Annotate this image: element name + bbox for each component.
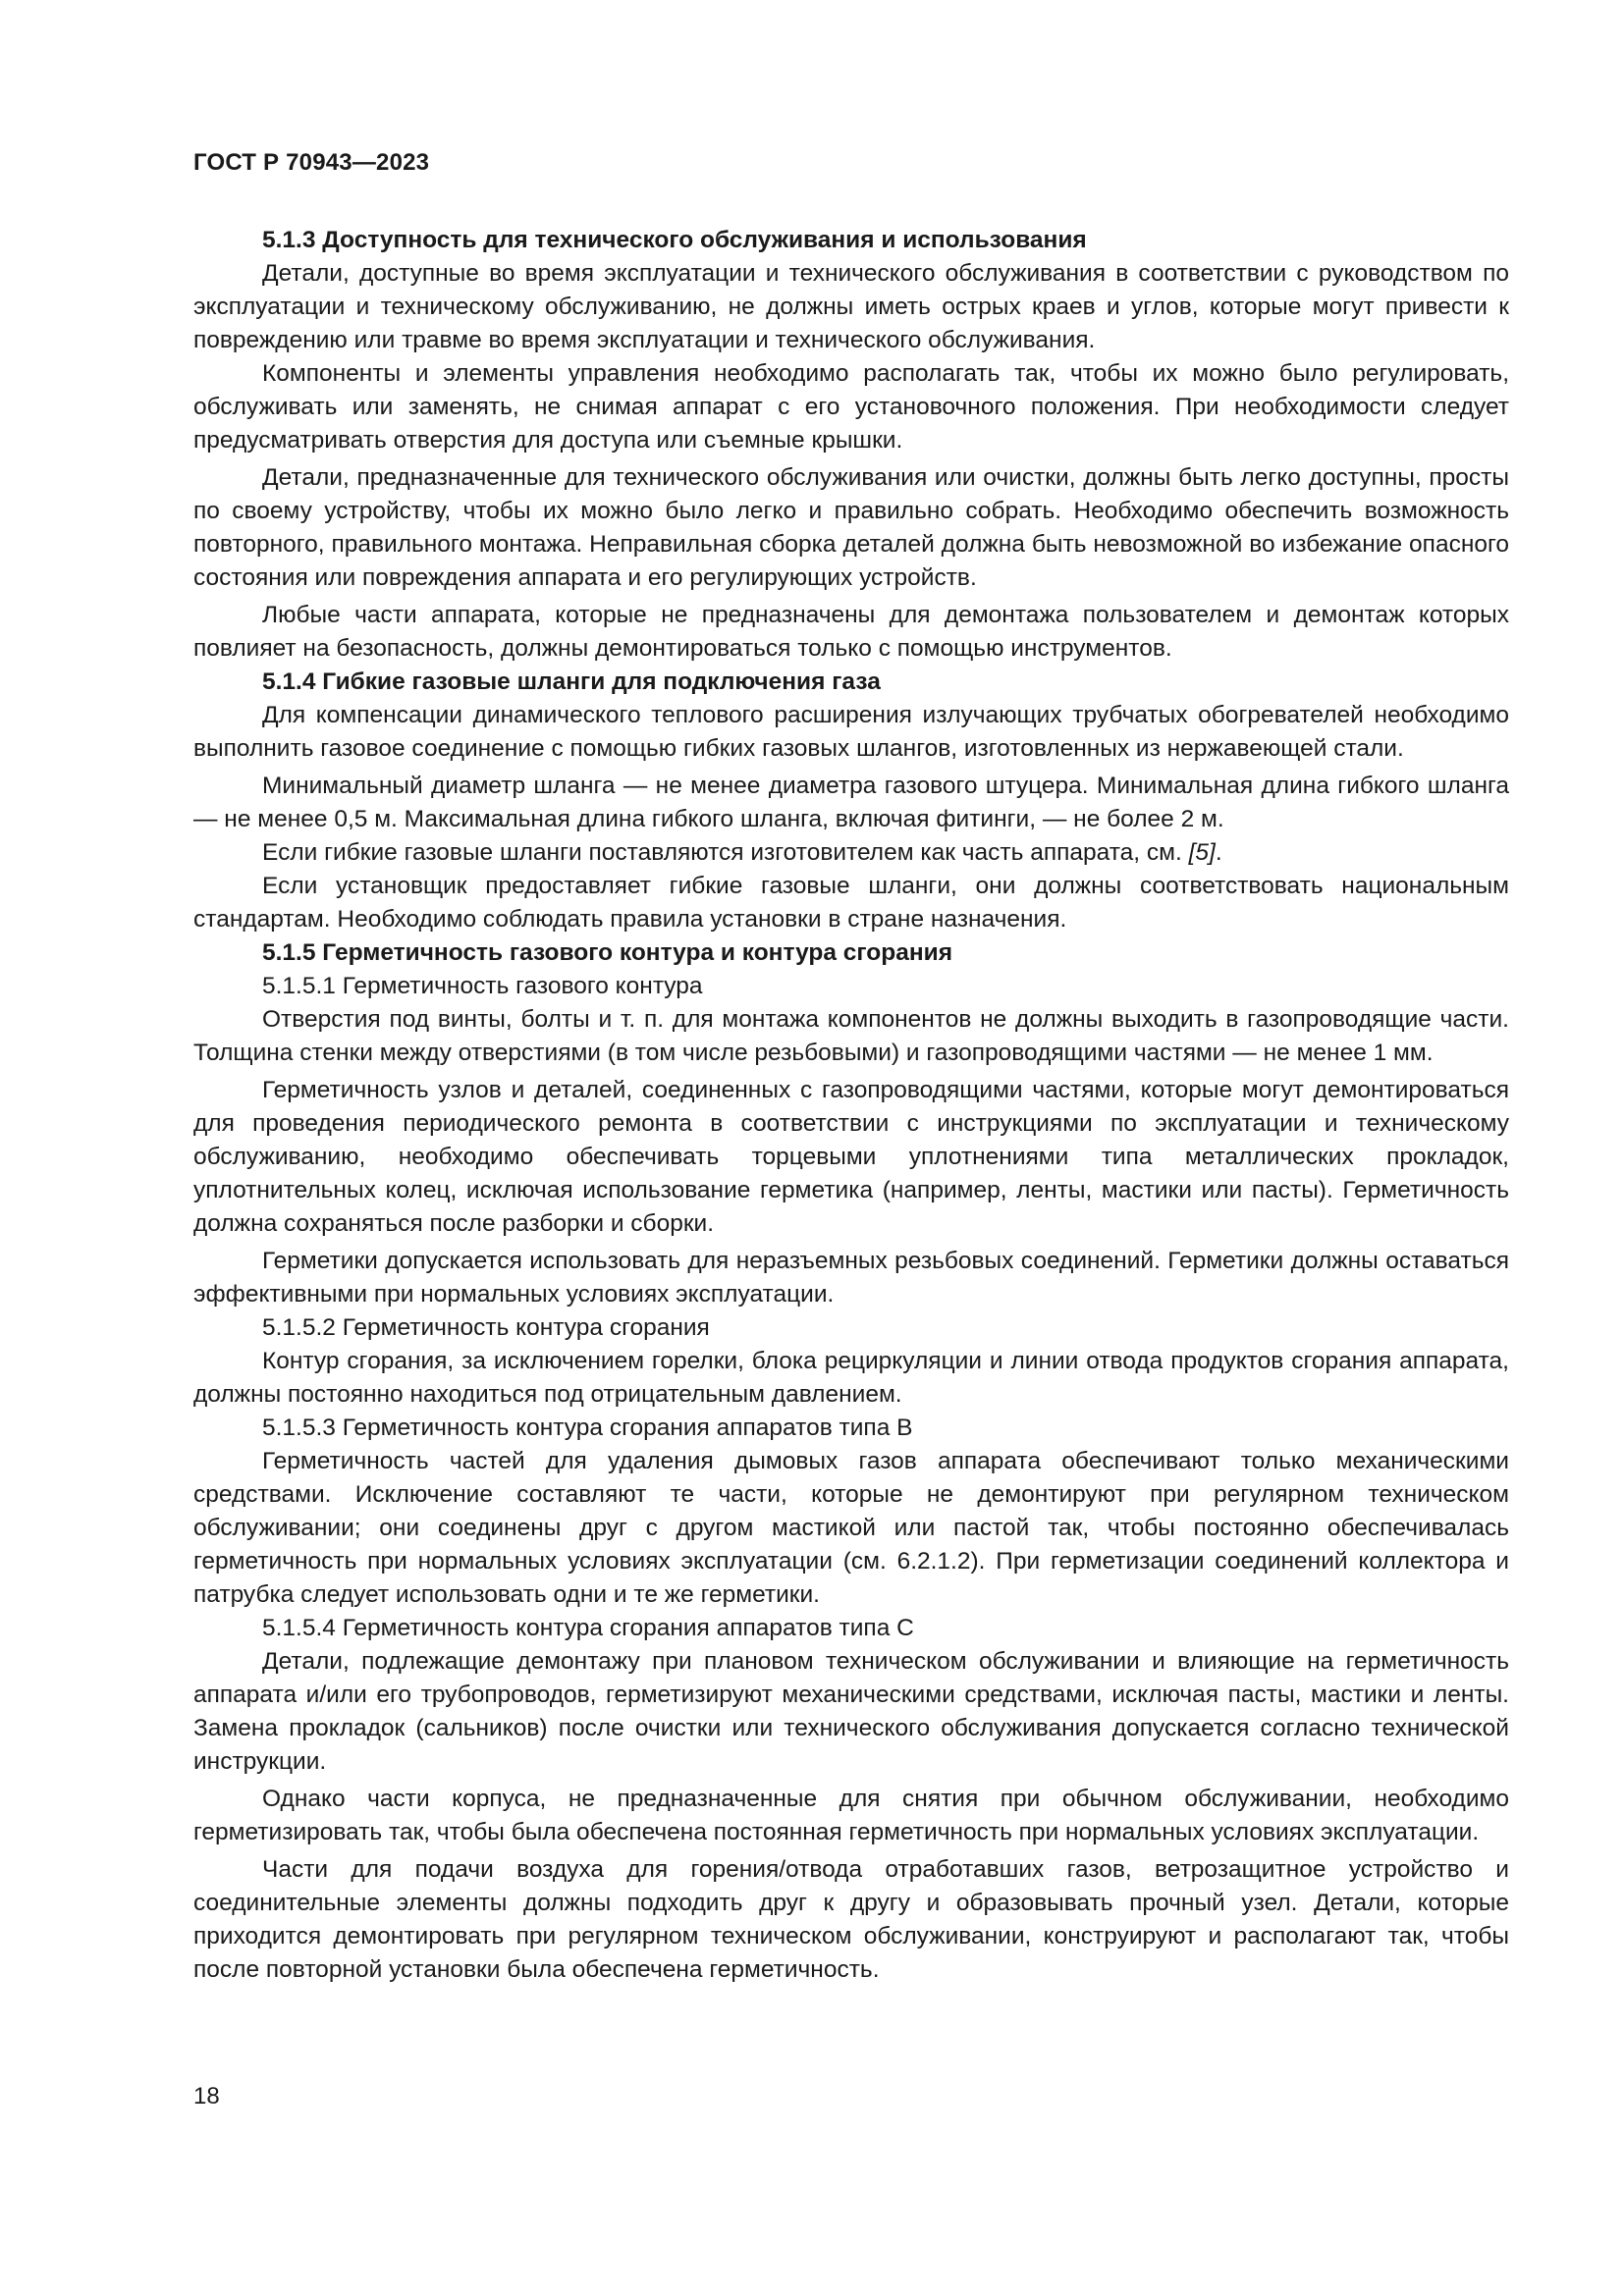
paragraph: Герметики допускается использовать для неразъемных резьбовых соединений. Герметики должны оставаться эффективными при нормальных условиях эксплуатации. xyxy=(193,1248,1509,1308)
paragraph: Герметичность узлов и деталей, соединенных с газопроводящими частями, которые могут демонтироваться для проведения периодического ремонта в соответствии с инструкциями по эксплуатации и техническому обслуживанию, необходимо обеспечивать торцевыми уплотнениями типа металлических прокладок, уплотнительных колец, исключая использование герметика (например, ленты, мастики или пасты). Герметичность должна сохраняться после разборки и сборки. xyxy=(193,1077,1509,1237)
paragraph: Герметичность частей для удаления дымовых газов аппарата обеспечивают только механическими средствами. Исключение составляют те части, которые не демонтируют при регулярном техническом обслуживании; они соединены друг с другом мастикой или пастой так, чтобы постоянно обеспечивалась герметичность при нормальных условиях эксплуатации (см. 6.2.1.2). При герметизации соединений коллектора и патрубка следует использовать одни и те же герметики. xyxy=(193,1448,1509,1608)
subsection-heading-5-1-5-3: 5.1.5.3 Герметичность контура сгорания аппаратов типа B xyxy=(262,1415,913,1441)
paragraph: Для компенсации динамического теплового расширения излучающих трубчатых обогревателей необходимо выполнить газовое соединение с помощью гибких газовых шлангов, изготовленных из нержавеющей стали. xyxy=(193,702,1509,762)
paragraph: Любые части аппарата, которые не предназначены для демонтажа пользователем и демонтаж которых повлияет на безопасность, должны демонтироваться только с помощью инструментов. xyxy=(193,602,1509,662)
paragraph: Детали, предназначенные для технического обслуживания или очистки, должны быть легко доступны, просты по своему устройству, чтобы их можно было легко и правильно собрать. Необходимо обеспечить возможность повторного, правильного монтажа. Неправильная сборка деталей должна быть невозможной во избежание опасного состояния или повреждения аппарата и его регулирующих устройств. xyxy=(193,464,1509,591)
section-heading-5-1-3: 5.1.3 Доступность для технического обслуживания и использования xyxy=(262,227,1087,253)
section-heading-5-1-4: 5.1.4 Гибкие газовые шланги для подключения газа xyxy=(262,668,881,695)
standard-code-header: ГОСТ Р 70943—2023 xyxy=(193,149,430,176)
paragraph: Контур сгорания, за исключением горелки, блока рециркуляции и линии отвода продуктов сгорания аппарата, должны постоянно находиться под отрицательным давлением. xyxy=(193,1348,1509,1408)
paragraph: Если установщик предоставляет гибкие газовые шланги, они должны соответствовать национальным стандартам. Необходимо соблюдать правила установки в стране назначения. xyxy=(193,873,1509,933)
page-number: 18 xyxy=(193,2083,220,2109)
subsection-heading-5-1-5-1: 5.1.5.1 Герметичность газового контура xyxy=(262,973,703,999)
section-heading-5-1-5: 5.1.5 Герметичность газового контура и контура сгорания xyxy=(262,939,952,966)
paragraph: Части для подачи воздуха для горения/отвода отработавших газов, ветрозащитное устройство и соединительные элементы должны подходить друг к другу и образовывать прочный узел. Детали, которые приходится демонтировать при регулярном техническом обслуживании, конструируют и располагают так, чтобы после повторной установки была обеспечена герметичность. xyxy=(193,1856,1509,1983)
paragraph: Минимальный диаметр шланга — не менее диаметра газового штуцера. Минимальная длина гибкого шланга — не менее 0,5 м. Максимальная длина гибкого шланга, включая фитинги, — не более 2 м. xyxy=(193,773,1509,832)
paragraph-with-reference: Если гибкие газовые шланги поставляются изготовителем как часть аппарата, см. [5]. xyxy=(262,839,1222,866)
subsection-heading-5-1-5-4: 5.1.5.4 Герметичность контура сгорания аппаратов типа C xyxy=(262,1615,914,1641)
document-body xyxy=(193,224,1509,1987)
paragraph: Детали, подлежащие демонтажу при плановом техническом обслуживании и влияющие на герметичность аппарата и/или его трубопроводов, герметизируют механическими средствами, исключая пасты, мастики и ленты. Замена прокладок (сальников) после очистки или технического обслуживания допускается согласно технической инструкции. xyxy=(193,1648,1509,1775)
reference-5: [5] xyxy=(1188,839,1216,866)
paragraph: Детали, доступные во время эксплуатации и технического обслуживания в соответствии с руководством по эксплуатации и техническому обслуживанию, не должны иметь острых краев и углов, которые могут привести к повреждению или травме во время эксплуатации и технического обслуживания. xyxy=(193,260,1509,353)
subsection-heading-5-1-5-2: 5.1.5.2 Герметичность контура сгорания xyxy=(262,1314,710,1341)
paragraph: Однако части корпуса, не предназначенные для снятия при обычном обслуживании, необходимо герметизировать так, чтобы была обеспечена постоянная герметичность при нормальных условиях эксплуатации. xyxy=(193,1786,1509,1845)
paragraph: Компоненты и элементы управления необходимо располагать так, чтобы их можно было регулировать, обслуживать или заменять, не снимая аппарат с его установочного положения. При необходимости следует предусматривать отверстия для доступа или съемные крышки. xyxy=(193,360,1509,454)
paragraph: Отверстия под винты, болты и т. п. для монтажа компонентов не должны выходить в газопроводящие части. Толщина стенки между отверстиями (в том числе резьбовыми) и газопроводящими частями — не менее 1 мм. xyxy=(193,1006,1509,1066)
